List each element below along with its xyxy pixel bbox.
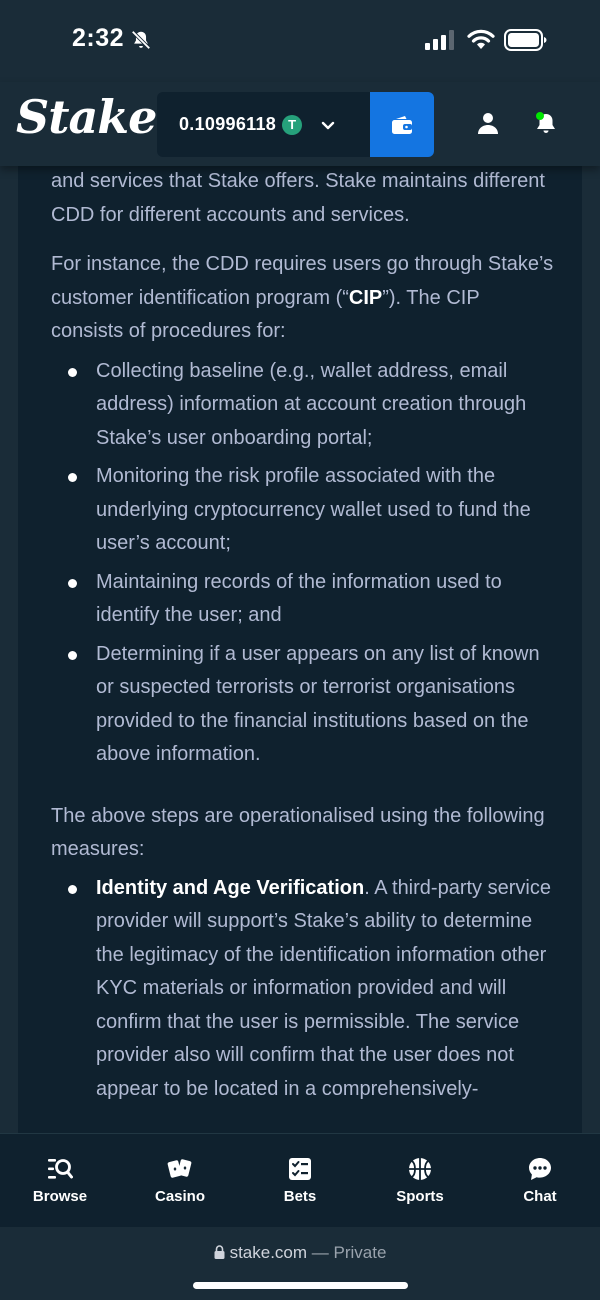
- wallet-icon: [390, 114, 414, 136]
- nav-sports[interactable]: [360, 1134, 480, 1227]
- wifi-icon: [466, 28, 496, 50]
- usdt-icon: T: [282, 115, 302, 135]
- list-item-text: Collecting baseline (e.g., wallet address, email address) information at account creation through Stake’s user onboarding portal;: [96, 359, 527, 449]
- list-item: [51, 872, 556, 1107]
- cip-term: CIP: [348, 286, 383, 309]
- measures-intro: The above steps are operationalised using the following measures:: [51, 804, 545, 860]
- list-item: [51, 566, 556, 633]
- bullet-dot: [68, 579, 77, 588]
- notification-bell-icon[interactable]: [533, 110, 559, 136]
- status-bar: [0, 0, 600, 82]
- url-display[interactable]: [0, 1243, 600, 1263]
- cip-suffix: ”). The CIP consists of procedures for:: [51, 286, 480, 342]
- battery-icon: [504, 28, 548, 52]
- list-item: [51, 638, 556, 772]
- bottom-nav: [0, 1133, 600, 1227]
- list-item-text: Maintaining records of the information used to identify the user; and: [96, 570, 502, 626]
- nav-label: Chat: [523, 1188, 557, 1205]
- nav-chat[interactable]: [480, 1134, 600, 1227]
- list-item-text: Monitoring the risk profile associated with the underlying cryptocurrency wallet used to fund the user’s account;: [96, 465, 531, 554]
- chat-icon: [527, 1156, 553, 1182]
- stake-logo[interactable]: Stake: [16, 90, 157, 144]
- url-domain: stake.com: [229, 1243, 308, 1262]
- measure-title: Identity and Age Verification: [96, 876, 365, 899]
- browse-icon: [47, 1156, 73, 1182]
- nav-label: Bets: [283, 1188, 317, 1205]
- status-time: 2:32: [72, 24, 125, 52]
- list-item: [51, 355, 556, 456]
- home-indicator[interactable]: [193, 1282, 408, 1289]
- balance-selector[interactable]: [157, 92, 370, 157]
- bullet-dot: [68, 368, 77, 377]
- intro-paragraph: and services that Stake offers. Stake maintains different CDD for different accounts and services.: [51, 170, 545, 226]
- balance-amount: 0.10996118: [179, 114, 277, 134]
- list-item: [51, 460, 556, 561]
- browser-address-bar[interactable]: [0, 1227, 600, 1300]
- cip-prefix: For instance, the CDD requires users go through Stake’s customer identification program (“: [51, 253, 554, 309]
- nav-label: Casino: [154, 1188, 205, 1205]
- bell-slash-icon: [130, 29, 152, 51]
- site-header: [0, 82, 600, 166]
- private-label: Private: [333, 1243, 387, 1262]
- cip-list: [51, 355, 556, 772]
- nav-label: Sports: [396, 1188, 444, 1205]
- user-icon[interactable]: [476, 111, 500, 135]
- nav-label: Browse: [32, 1188, 88, 1205]
- bullet-dot: [68, 651, 77, 660]
- signal-icon: [425, 30, 457, 50]
- url-separator: —: [307, 1243, 334, 1262]
- policy-content: [18, 166, 582, 1133]
- sports-icon: [407, 1156, 433, 1182]
- lock-icon: [214, 1245, 225, 1259]
- nav-casino[interactable]: [120, 1134, 240, 1227]
- wallet-button[interactable]: [370, 92, 434, 157]
- list-item-text: Determining if a user appears on any list of known or suspected terrorists or terrorist organisations provided to the financial institutions based on the above information.: [96, 642, 540, 765]
- casino-icon: [167, 1156, 193, 1182]
- bullet-dot: [68, 885, 77, 894]
- measure-text: . A third-party service provider will support’s Stake’s ability to determine the legitimacy of the identification information other KYC materials or information provided and will confirm that the user is permissible. The service provider also will confirm that the user does not appear to be located in a comprehensively-: [96, 876, 551, 1100]
- cip-paragraph: [51, 248, 556, 349]
- bullet-dot: [68, 473, 77, 482]
- chevron-down-icon: [320, 117, 336, 133]
- nav-bets[interactable]: [240, 1134, 360, 1227]
- measures-list: [51, 872, 556, 1107]
- bets-icon: [287, 1156, 313, 1182]
- nav-browse[interactable]: [0, 1134, 120, 1227]
